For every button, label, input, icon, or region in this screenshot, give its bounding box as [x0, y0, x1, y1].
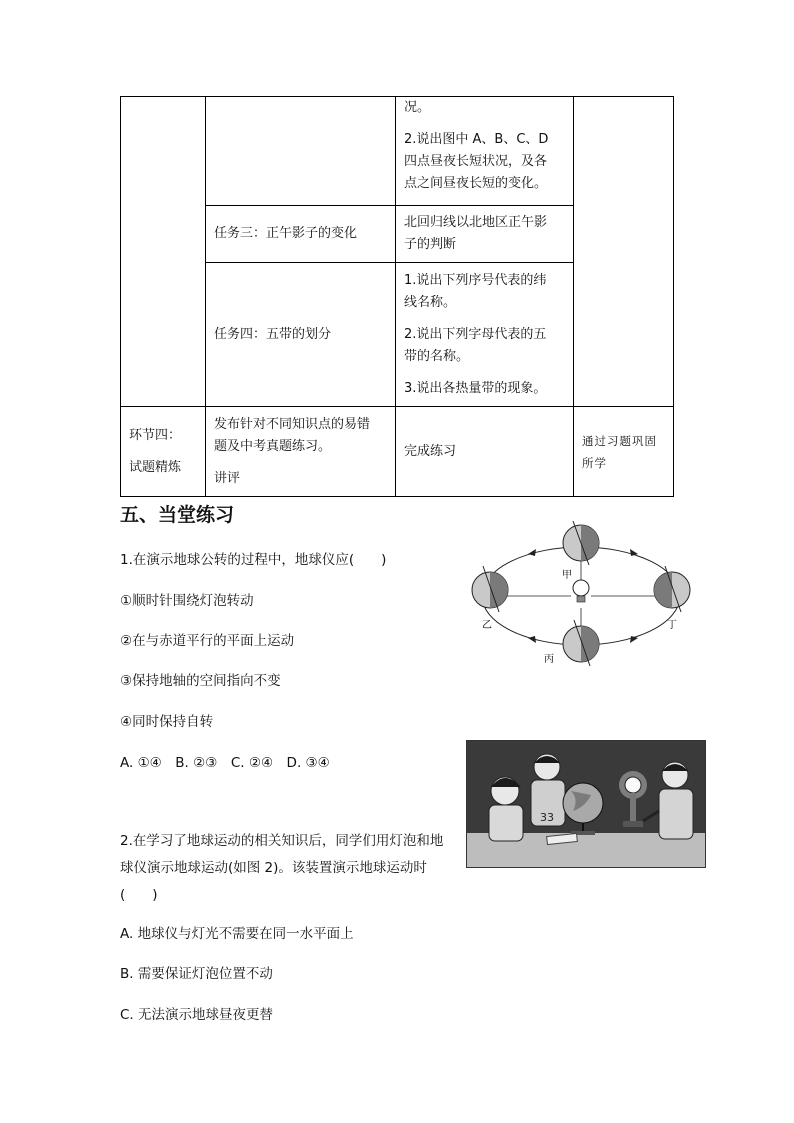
intent-line: 所学 — [582, 455, 607, 470]
task-line: 点之间昼夜长短的变化。 — [404, 176, 548, 191]
question-2-stem-line-2: 球仪演示地球运动(如图 2)。该装置演示地球运动时 — [120, 860, 427, 876]
stage-cell-empty — [121, 97, 206, 407]
teacher-activity-cell-empty — [206, 97, 396, 206]
question-1-option-1: ①顺时针围绕灯泡转动 — [120, 593, 254, 609]
task-line: 四点昼夜长短状况，及各 — [404, 154, 548, 169]
label-yi: 乙 — [482, 620, 492, 631]
intent-cell-empty — [574, 97, 674, 407]
light-bulb-icon — [573, 580, 589, 602]
task-line: 北回归线以北地区正午影 — [404, 215, 548, 230]
globe-icon-jia — [563, 521, 599, 565]
teacher-line: 题及中考真题练习。 — [214, 438, 332, 454]
teacher-activity-cell — [206, 407, 396, 497]
task-four-label: 任务四：五带的划分 — [206, 263, 396, 407]
section-title: 五、当堂练习 — [120, 504, 235, 526]
teacher-line: 讲评 — [214, 470, 241, 486]
teacher-line: 发布针对不同知识点的易错 — [214, 416, 371, 432]
task-line: 1.说出下列序号代表的纬 — [404, 272, 547, 288]
globe-icon-bing — [563, 620, 599, 666]
stage-line: 环节四： — [129, 427, 182, 443]
question-1-answers: A. ①④ B. ②③ C. ②④ D. ③④ — [120, 755, 330, 771]
task-cell-shadow — [396, 206, 574, 263]
question-2-option-b: B. 需要保证灯泡位置不动 — [120, 966, 273, 982]
question-2-stem-line-1: 2.在学习了地球运动的相关知识后，同学们用灯泡和地 — [120, 833, 444, 849]
lesson-plan-grid — [120, 96, 674, 497]
task-line: 线名称。 — [404, 294, 457, 310]
jersey-number: 33 — [540, 811, 554, 824]
globe-icon-yi — [472, 566, 508, 612]
task-line: 子的判断 — [404, 237, 457, 252]
stage-four-cell — [121, 407, 206, 497]
table-row — [121, 407, 674, 497]
question-2-option-c: C. 无法演示地球昼夜更替 — [120, 1007, 274, 1023]
table-row — [121, 97, 674, 206]
task-line: 3.说出各热量带的现象。 — [404, 380, 547, 396]
lesson-plan-table — [120, 96, 673, 497]
question-1-stem: 1.在演示地球公转的过程中，地球仪应( ) — [120, 552, 387, 568]
child-left — [489, 777, 523, 841]
task-cell-daylength — [396, 97, 574, 206]
globe-icon-ding — [654, 566, 690, 612]
task-three-label: 任务三：正午影子的变化 — [206, 206, 396, 263]
question-1-option-4: ④同时保持自转 — [120, 714, 214, 730]
intent-line: 通过习题巩固 — [582, 433, 657, 448]
orbit-diagram — [468, 516, 694, 672]
label-ding: 丁 — [667, 620, 677, 631]
task-line: 况。 — [404, 100, 431, 115]
label-bing: 丙 — [544, 654, 554, 665]
design-intent-cell — [574, 407, 674, 497]
task-line: 2.说出图中 A、B、C、D — [404, 132, 549, 147]
task-line: 带的名称。 — [404, 348, 470, 364]
task-line: 2.说出下列字母代表的五 — [404, 326, 547, 342]
question-1-option-3: ③保持地轴的空间指向不变 — [120, 673, 281, 689]
stage-line: 试题精炼 — [129, 459, 182, 475]
task-cell-zones — [396, 263, 574, 407]
question-2-option-a: A. 地球仪与灯光不需要在同一水平面上 — [120, 926, 354, 942]
child-middle — [531, 754, 565, 826]
student-activity-cell: 完成练习 — [396, 407, 574, 497]
question-1-option-2: ②在与赤道平行的平面上运动 — [120, 633, 295, 649]
classroom-photo — [466, 740, 706, 868]
label-jia: 甲 — [562, 570, 572, 581]
question-2-stem-line-3: ( ) — [120, 887, 158, 903]
